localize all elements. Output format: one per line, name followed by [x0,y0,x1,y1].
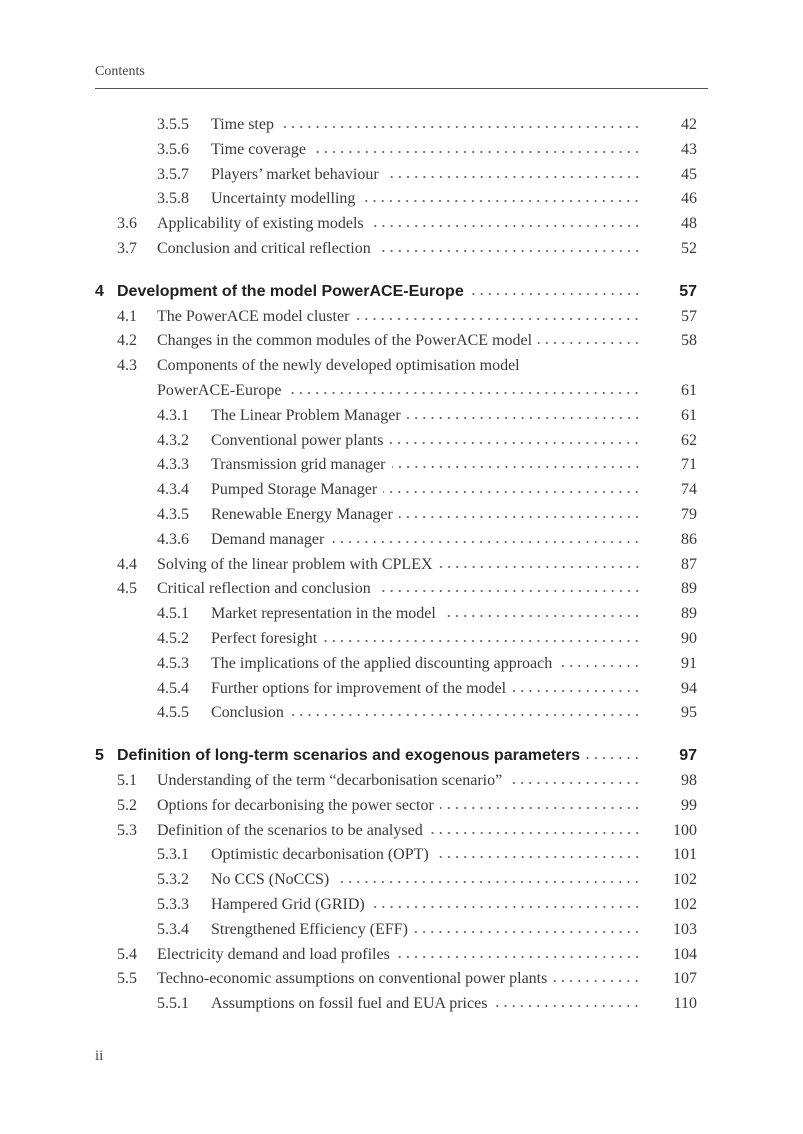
toc-entry[interactable] [95,602,697,627]
toc-entry-number: 3.5.8 [157,190,189,208]
running-header: Contents [95,64,145,79]
toc-entry[interactable] [95,404,697,429]
table-of-contents [95,113,697,1017]
toc-entry-title: The Linear Problem Manager [211,406,401,424]
toc-entry-title: Conclusion [211,704,284,722]
toc-entry-number: 5.3.3 [157,895,189,913]
toc-entry[interactable] [95,943,697,968]
toc-entry[interactable] [95,967,697,992]
toc-entry[interactable] [95,354,697,379]
toc-entry-page: 42 [681,116,697,133]
toc-entry-page: 61 [681,406,697,424]
dot-leader [312,144,641,154]
toc-entry[interactable] [95,187,697,212]
toc-entry-number: 5.1 [117,771,137,789]
toc-entry-number: 5.5 [117,970,137,988]
toc-entry-page: 71 [681,456,697,474]
toc-entry-number: 3.7 [117,239,137,257]
toc-entry-title: Pumped Storage Manager [211,481,378,499]
toc-entry-page: 102 [673,895,697,913]
toc-entry-page: 89 [681,605,697,623]
page-number: ii [95,1048,104,1064]
toc-entry-page: 91 [681,654,697,672]
toc-entry-title: Strengthened Efficiency (EFF) [211,920,408,938]
toc-entry-title: Time coverage [211,140,306,158]
toc-entry-number: 5 [95,747,104,765]
toc-entry-page: 74 [681,481,697,499]
toc-entry[interactable] [95,627,697,652]
toc-entry-number: 4.3.1 [157,406,189,424]
dot-leader [399,509,641,519]
toc-entry-title: Definition of the scenarios to be analysed [157,821,423,839]
dot-leader [383,484,641,494]
toc-entry[interactable] [95,138,697,163]
toc-entry-number: 4.3.4 [157,481,189,499]
toc-entry-page: 52 [681,239,697,257]
toc-entry-title: Optimistic decarbonisation (OPT) [211,846,429,864]
dot-leader [512,683,641,693]
toc-entry-page: 45 [681,165,697,183]
toc-entry-page: 62 [681,431,697,449]
toc-entry[interactable] [95,992,697,1017]
dot-leader [435,849,641,859]
toc-entry[interactable] [95,918,697,943]
toc-entry[interactable] [95,329,697,354]
toc-chapter-entry[interactable] [95,280,697,305]
toc-entry[interactable] [95,305,697,330]
toc-entry-number: 4.5.3 [157,654,189,672]
toc-entry-number: 5.3 [117,821,137,839]
toc-entry-page: 48 [681,215,697,233]
toc-entry-title: No CCS (NoCCS) [211,871,330,889]
toc-entry-page: 86 [681,530,697,548]
dot-leader [330,534,641,544]
toc-entry-number: 3.6 [117,215,137,233]
toc-entry-title: Renewable Energy Manager [211,505,393,523]
toc-entry[interactable] [95,652,697,677]
toc-entry[interactable] [95,528,697,553]
toc-entry[interactable] [95,819,697,844]
toc-entry-title: Time step [211,116,274,133]
dot-leader [389,435,641,445]
toc-entry-title: Changes in the common modules of the PowerACE model [157,332,533,350]
toc-entry[interactable] [95,429,697,454]
toc-entry-title: Understanding of the term “decarbonisation scenario” [157,771,503,789]
toc-entry-page: 104 [673,945,697,963]
dot-leader [429,825,641,835]
toc-entry[interactable] [95,379,697,404]
toc-entry-number: 4.5.4 [157,679,189,697]
toc-entry-title: Conclusion and critical reflection [157,239,371,257]
toc-entry-title: Techno-economic assumptions on conventional power plants [157,970,548,988]
toc-entry-number: 4.3.5 [157,505,189,523]
toc-entry[interactable] [95,503,697,528]
dot-leader [323,633,641,643]
toc-entry-title: Definition of long-term scenarios and exogenous parameters [117,747,581,765]
toc-entry[interactable] [95,701,697,726]
dot-leader [470,286,641,296]
toc-entry-page: 98 [681,771,697,789]
toc-entry-number: 5.5.1 [157,995,189,1013]
toc-entry-title: Market representation in the model [211,605,436,623]
dot-leader [396,949,641,959]
toc-entry-number: 4.5 [117,580,137,598]
dot-leader [287,385,641,395]
dot-leader [586,750,641,760]
toc-entry-title: The PowerACE model cluster [157,307,350,325]
toc-entry[interactable] [95,113,697,138]
toc-entry-title: Perfect foresight [211,629,318,647]
toc-entry-number: 4.5.2 [157,629,189,647]
toc-entry-page: 43 [681,140,697,158]
toc-entry-page: 79 [681,505,697,523]
toc-entry-title: Demand manager [211,530,325,548]
toc-entry-title: Electricity demand and load profiles [157,945,390,963]
toc-entry-number: 3.5.6 [157,140,189,158]
toc-entry-title: Hampered Grid (GRID) [211,895,365,913]
toc-entry-title: Transmission grid manager [211,456,386,474]
toc-entry-page: 102 [673,871,697,889]
toc-entry-number: 4.1 [117,307,137,325]
toc-entry-page: 107 [673,970,697,988]
dot-leader [377,243,641,253]
toc-entry-page: 94 [681,679,697,697]
toc-entry-number: 5.3.1 [157,846,189,864]
toc-entry-title: Solving of the linear problem with CPLEX [157,555,433,573]
toc-entry-number: 4 [95,282,104,300]
header-rule [95,88,708,89]
toc-entry-number: 4.4 [117,555,137,573]
toc-entry[interactable] [95,553,697,578]
toc-entry-page: 103 [673,920,697,938]
toc-entry-page: 61 [681,381,697,399]
toc-entry[interactable] [95,453,697,478]
toc-entry-page: 97 [679,747,697,765]
toc-entry-number: 5.3.4 [157,920,189,938]
toc-entry-title: Players’ market behaviour [211,165,379,183]
toc-entry[interactable] [95,163,697,188]
toc-entry[interactable] [95,677,697,702]
toc-entry-title: PowerACE-Europe [157,381,282,399]
toc-entry[interactable] [95,868,697,893]
toc-entry-title: Assumptions on fossil fuel and EUA prices [211,995,488,1013]
toc-entry-title: Further options for improvement of the model [211,679,507,697]
toc-entry-number: 4.3.6 [157,530,189,548]
dot-leader [290,707,641,717]
toc-entry[interactable] [95,577,697,602]
toc-entry-title: Uncertainty modelling [211,190,356,208]
toc-entry[interactable] [95,893,697,918]
toc-entry-page: 110 [673,995,697,1013]
dot-leader [440,800,641,810]
toc-entry-title: Options for decarbonising the power sector [157,796,434,814]
dot-leader [392,459,641,469]
toc-entry-number: 5.3.2 [157,871,189,889]
toc-entry-page: 57 [679,282,697,300]
dot-leader [361,193,641,203]
toc-entry-number: 4.3.2 [157,431,189,449]
toc-entry-number: 4.3.3 [157,456,189,474]
toc-entry-number: 4.5.1 [157,605,189,623]
toc-entry[interactable] [95,478,697,503]
toc-entry-page: 99 [681,796,697,814]
dot-leader [493,998,641,1008]
toc-chapter-entry[interactable] [95,744,697,769]
dot-leader [335,874,641,884]
toc-entry[interactable] [95,212,697,237]
dot-leader [407,410,641,420]
toc-entry-page: 57 [681,307,697,325]
toc-entry-title: Conventional power plants [211,431,384,449]
dot-leader [414,924,641,934]
toc-entry-number: 4.2 [117,332,137,350]
toc-entry-page: 101 [673,846,697,864]
toc-entry-number: 5.4 [117,945,137,963]
toc-entry-title: The implications of the applied discounting approach [211,654,553,672]
toc-entry-page: 89 [681,580,697,598]
toc-entry[interactable] [95,237,697,262]
dot-leader [538,335,641,345]
dot-leader [442,608,641,618]
toc-entry-title: Critical reflection and conclusion [157,580,371,598]
toc-entry-title: Development of the model PowerACE-Europe [117,282,464,300]
toc-entry-number: 4.3 [117,357,137,375]
toc-entry-number: 4.5.5 [157,704,189,722]
toc-entry-number: 5.2 [117,796,137,814]
dot-leader [280,119,641,129]
dot-leader [558,658,641,668]
dot-leader [377,583,641,593]
toc-entry-title: Components of the newly developed optimisation model [157,357,520,375]
dot-leader [385,169,641,179]
dot-leader [355,311,641,321]
toc-entry-title: Applicability of existing models [157,215,364,233]
toc-entry-page: 87 [681,555,697,573]
toc-entry[interactable] [95,769,697,794]
toc-entry-page: 90 [681,629,697,647]
dot-leader [370,218,641,228]
toc-entry-page: 95 [681,704,697,722]
dot-leader [439,559,641,569]
toc-entry-page: 58 [681,332,697,350]
toc-entry[interactable] [95,843,697,868]
toc-entry-page: 100 [673,821,697,839]
dot-leader [371,899,641,909]
toc-entry[interactable] [95,794,697,819]
dot-leader [508,775,641,785]
toc-entry-page: 46 [681,190,697,208]
toc-entry-number: 3.5.7 [157,165,189,183]
dot-leader [553,973,641,983]
toc-entry-number: 3.5.5 [157,116,189,133]
